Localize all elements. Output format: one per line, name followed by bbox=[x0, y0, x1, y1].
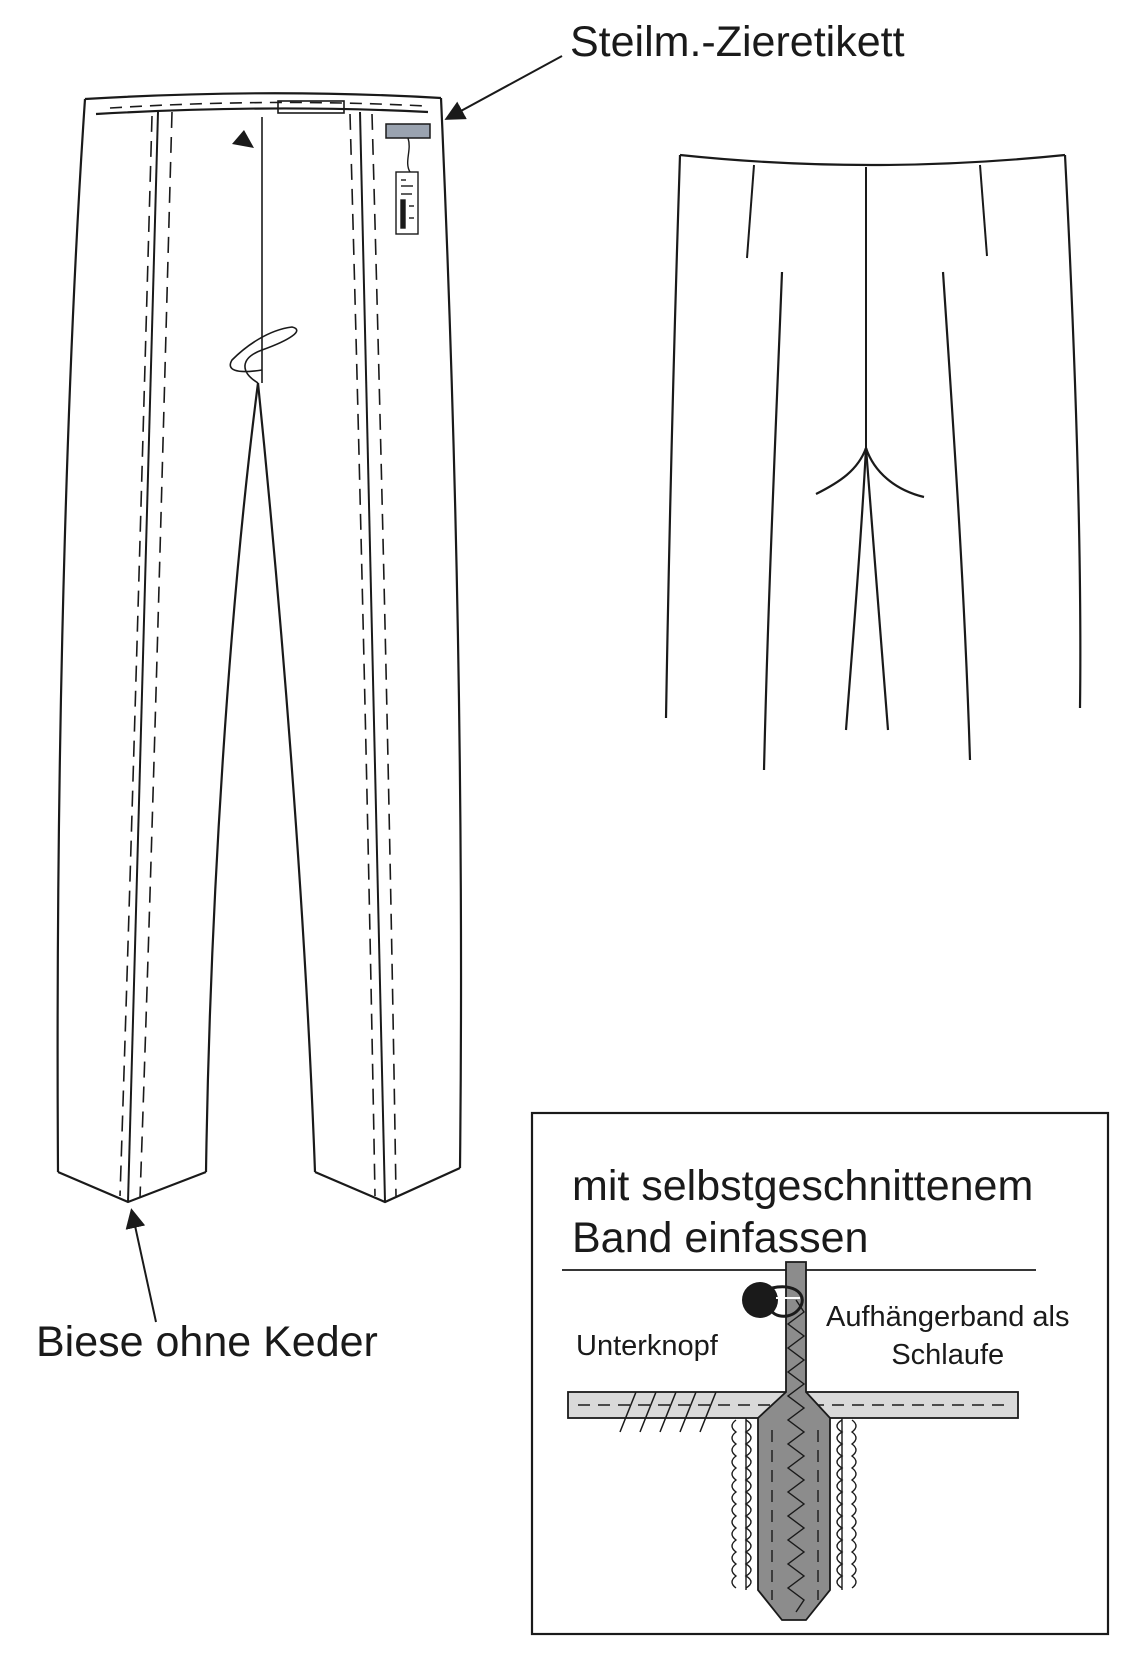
hang-tag-icon bbox=[396, 138, 418, 234]
hanger-tape-label bbox=[826, 1298, 1069, 1374]
inset-title-line-1: mit selbstgeschnittenem bbox=[572, 1162, 1034, 1210]
decorative-label-callout: Steilm.-Zieretikett bbox=[570, 18, 905, 66]
piping-arrow bbox=[132, 1212, 156, 1322]
inset-title bbox=[572, 1160, 1033, 1264]
hanger-tape-line-1: Aufhängerband als bbox=[826, 1301, 1070, 1333]
under-button-label: Unterknopf bbox=[576, 1330, 718, 1362]
trousers-front-icon bbox=[58, 93, 461, 1202]
trousers-back-icon bbox=[666, 155, 1080, 770]
decorative-label-patch bbox=[386, 124, 430, 138]
inset-title-line-2: Band einfassen bbox=[572, 1214, 869, 1262]
hanger-tape-line-2: Schlaufe bbox=[891, 1339, 1005, 1371]
decorative-label-arrow bbox=[448, 56, 562, 118]
piping-callout: Biese ohne Keder bbox=[36, 1318, 378, 1366]
